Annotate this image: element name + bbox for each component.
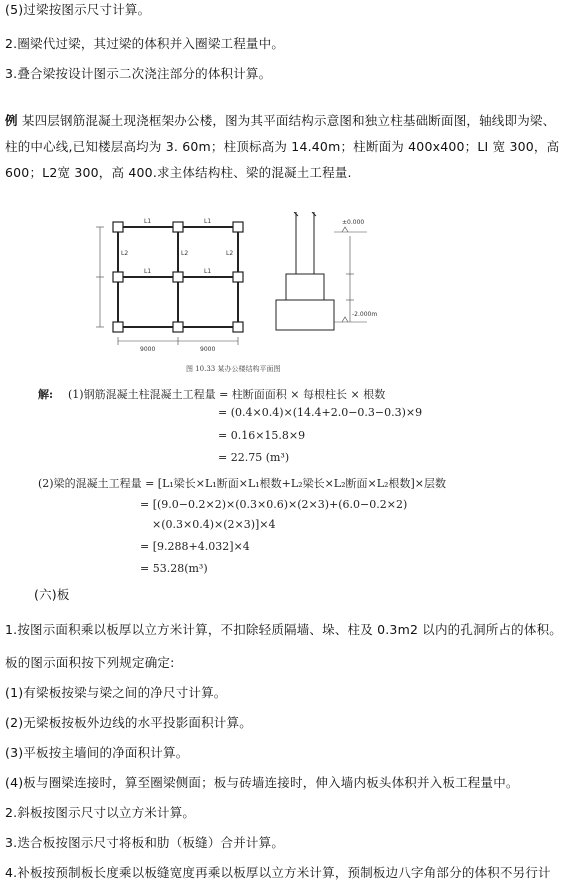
beam-label: L2 (121, 250, 129, 257)
footing-section-diagram (272, 212, 392, 340)
text-line: (2)无梁板按板外边线的水平投影面积计算。 (5, 715, 252, 730)
dimension-label: 9000 (200, 346, 216, 353)
beam-label: L1 (144, 218, 152, 225)
text-line: (5)过梁按图示尺寸计算。 (5, 2, 151, 17)
text-line: 板的图示面积按下列规定确定: (5, 655, 175, 670)
text-line: 3.叠合梁按设计图示二次浇注部分的体积计算。 (5, 66, 272, 81)
formula-line: (2)梁的混凝土工程量 = [L₁梁长×L₁断面×L₁根数+L₂梁长×L₂断面×L₂根数]×层数 (38, 477, 446, 490)
section-heading: (六)板 (34, 587, 70, 602)
elevation-label: ±0.000 (342, 219, 365, 226)
dimension-label: 9000 (140, 346, 156, 353)
formula-line: = 22.75 (m³) (218, 451, 290, 464)
beam-label: L2 (181, 250, 189, 257)
text-line: 2.斜板按图示尺寸以立方米计算。 (5, 805, 196, 820)
beam-label: L1 (144, 268, 152, 275)
elevation-label: -2.000m (352, 311, 378, 318)
example-label: 例 (5, 113, 18, 128)
formula-line: = [9.288+4.032]×4 (140, 540, 250, 553)
text-line: 2.圈梁代过梁，其过梁的体积并入圈梁工程量中。 (5, 36, 285, 51)
formula-line: = [(9.0−0.2×2)×(0.3×0.6)×(2×3)+(6.0−0.2×2) (140, 498, 408, 511)
formula-line: ×(0.3×0.4)×(2×3)]×4 (152, 518, 276, 531)
formula-line: = 53.28(m³) (140, 562, 208, 575)
text-line: (1)有梁板按梁与梁之间的净尺寸计算。 (5, 685, 227, 700)
solution-label: 解: (38, 388, 54, 401)
figure-caption: 图 10.33 某办公楼结构平面图 (186, 365, 281, 373)
formula-line: (1)钢筋混凝土柱混凝土工程量 = 柱断面面积 × 每根柱长 × 根数 (68, 388, 386, 401)
text-line: (3)平板按主墙间的净面积计算。 (5, 745, 189, 760)
beam-label: L1 (204, 218, 212, 225)
example-paragraph (5, 108, 563, 186)
example-text: 某四层钢筋混凝土现浇框架办公楼，图为其平面结构示意图和独立柱基础断面图，轴线即为梁、柱的中心线,已知楼层高均为 3. 60m；柱顶标高为 14.40m；柱断面为 400x400；LI 宽 300，高 600；L2宽 300，高 400.求主体结构柱、梁的混凝土工程量. (5, 113, 560, 180)
beam-label: L2 (226, 250, 234, 257)
text-line: (4)板与圈梁连接时，算至圈梁侧面；板与砖墙连接时，伸入墙内板头体积并入板工程量中。 (5, 775, 519, 790)
text-line: 3.迭合板按图示尺寸将板和肋（板缝）合并计算。 (5, 835, 285, 850)
formula-line: = (0.4×0.4)×(14.4+2.0−0.3−0.3)×9 (218, 406, 423, 419)
beam-label: L1 (204, 268, 212, 275)
text-line: 1.按图示面积乘以板厚以立方米计算，不扣除轻质隔墙、垛、柱及 0.3m2 以内的孔洞所占的体积。 (5, 622, 562, 637)
formula-line: = 0.16×15.8×9 (218, 429, 306, 442)
text-line: 4.补板按预制板长度乘以板缝宽度再乘以板厚以立方米计算，预制板边八字角部分的体积不另行计 (5, 865, 551, 880)
structural-plan-diagram (88, 205, 273, 355)
